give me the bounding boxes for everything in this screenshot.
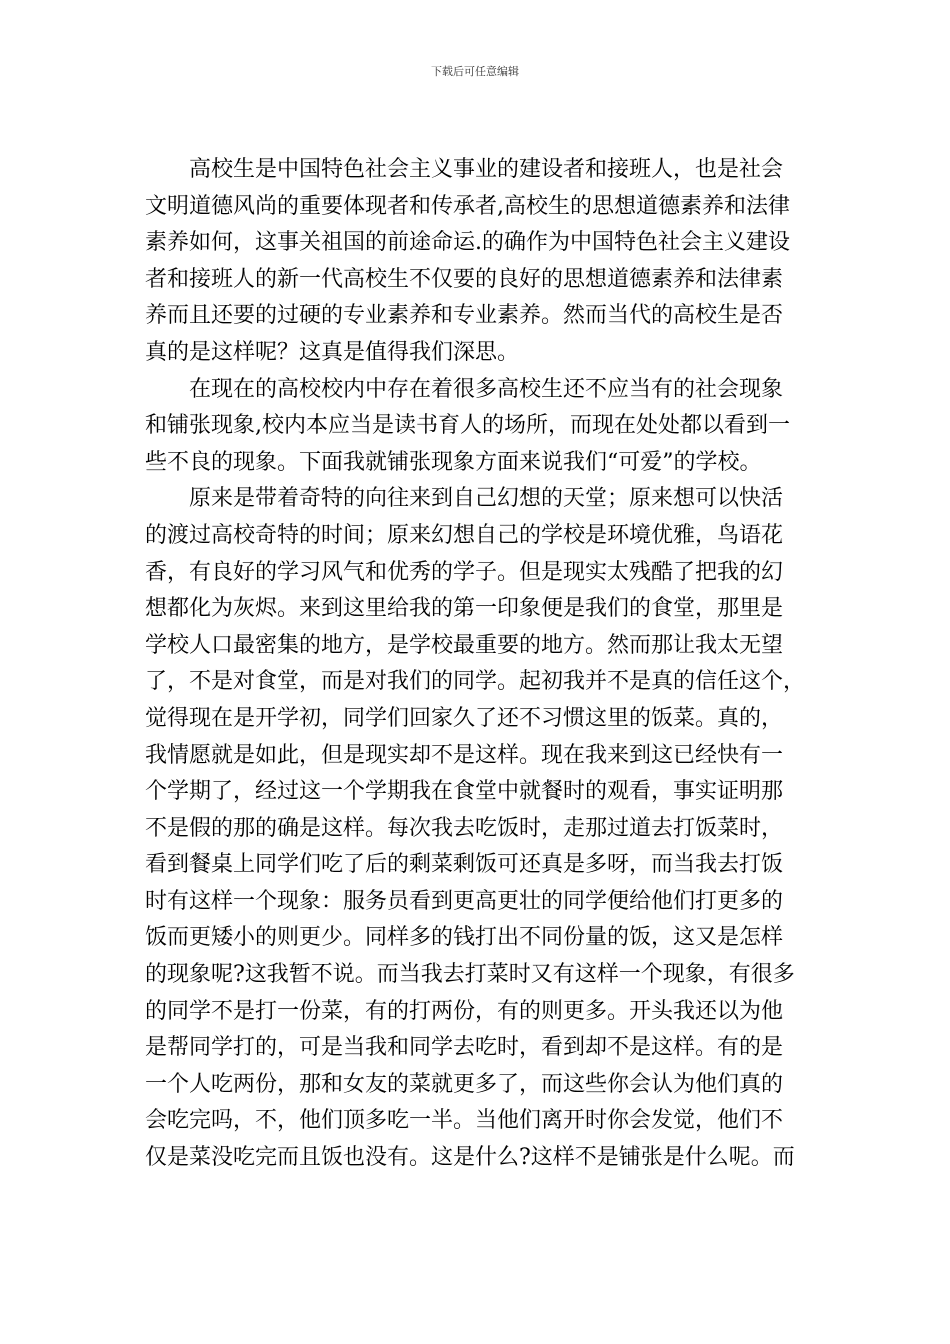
paragraph-line: 看到餐桌上同学们吃了后的剩菜剩饭可还真是多呀，而当我去打饭 xyxy=(145,852,784,878)
paragraph-line: 真的是这样呢？这真是值得我们深思。 xyxy=(145,339,520,365)
paragraph-line: 时有这样一个现象：服务员看到更高更壮的同学便给他们打更多的 xyxy=(145,888,784,914)
page-header: 下载后可任意编辑 xyxy=(431,65,519,78)
paragraph-line: 高校生是中国特色社会主义事业的建设者和接班人，也是社会 xyxy=(189,157,784,182)
paragraph-line: 些不良的现象。下面我就铺张现象方面来说我们“可爱”的学校。 xyxy=(145,449,762,475)
paragraph-line: 个学期了，经过这一个学期我在食堂中就餐时的观看，事实证明那 xyxy=(145,779,784,805)
paragraph-line: 不是假的那的确是这样。每次我去吃饭时，走那过道去打饭菜时， xyxy=(145,815,784,841)
paragraph-line: 和铺张现象,校内本应当是读书育人的场所，而现在处处都以看到一 xyxy=(145,413,790,439)
paragraph-line: 香，有良好的学习风气和优秀的学子。但是现实太残酷了把我的幻 xyxy=(145,559,784,585)
paragraph-line: 者和接班人的新一代高校生不仅要的良好的思想道德素养和法律素 xyxy=(145,266,784,292)
paragraph-line: 想都化为灰烬。来到这里给我的第一印象便是我们的食堂，那里是 xyxy=(145,596,784,622)
paragraph-line: 的同学不是打一份菜，有的打两份，有的则更多。开头我还以为他 xyxy=(145,998,784,1024)
paragraph-line: 在现在的高校校内中存在着很多高校生还不应当有的社会现象 xyxy=(189,376,784,402)
paragraph-line: 文明道德风尚的重要体现者和传承者,高校生的思想道德素养和法律 xyxy=(145,193,790,219)
paragraph-line: 养而且还要的过硬的专业素养和专业素养。然而当代的高校生是否 xyxy=(145,303,784,329)
paragraph-line: 原来是带着奇特的向往来到自己幻想的天堂；原来想可以快活 xyxy=(189,486,784,512)
paragraph-line: 仅是菜没吃完而且饭也没有。这是什么?这样不是铺张是什么呢。而 xyxy=(145,1145,795,1171)
paragraph-line: 的渡过高校奇特的时间；原来幻想自己的学校是环境优雅，鸟语花 xyxy=(145,522,784,548)
paragraph-line: 觉得现在是开学初，同学们回家久了还不习惯这里的饭菜。真的， xyxy=(145,705,784,731)
paragraph-line: 是帮同学打的，可是当我和同学去吃时，看到却不是这样。有的是 xyxy=(145,1035,784,1061)
paragraph-line: 学校人口最密集的地方，是学校最重要的地方。然而那让我太无望 xyxy=(145,632,784,658)
document-body xyxy=(145,152,810,1177)
paragraph-line: 素养如何，这事关祖国的前途命运.的确作为中国特色社会主义建设 xyxy=(145,230,790,256)
paragraph-line: 会吃完吗，不，他们顶多吃一半。当他们离开时你会发觉，他们不 xyxy=(145,1108,784,1134)
paragraph-line: 饭而更矮小的则更少。同样多的钱打出不同份量的饭，这又是怎样 xyxy=(145,925,784,951)
paragraph-line: 的现象呢?这我暂不说。而当我去打菜时又有这样一个现象，有很多 xyxy=(145,962,795,988)
paragraph-line: 一个人吃两份，那和女友的菜就更多了，而这些你会认为他们真的 xyxy=(145,1071,784,1097)
paragraph-line: 了，不是对食堂，而是对我们的同学。起初我并不是真的信任这个， xyxy=(145,669,806,695)
paragraph-line: 我情愿就是如此，但是现实却不是这样。现在我来到这已经快有一 xyxy=(145,742,784,768)
